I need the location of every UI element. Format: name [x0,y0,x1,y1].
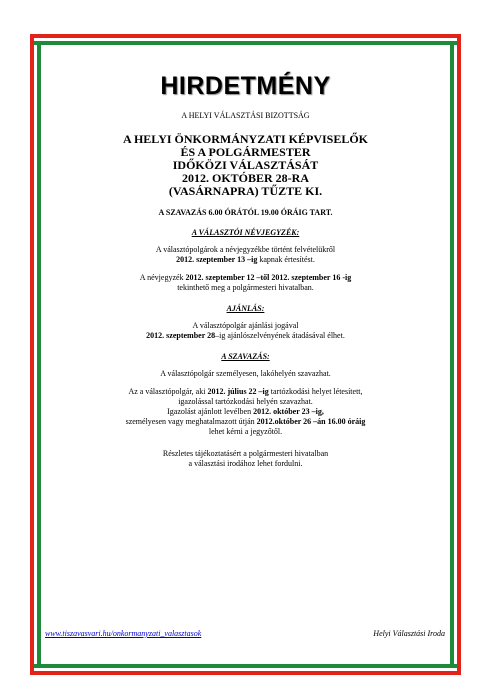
nomination-date: 2012. szeptember 28 [146,331,216,340]
register-p2-line1 [44,273,447,283]
register-p1-line1: A választópolgárok a névjegyzékbe történt felvételükről [155,245,336,254]
voting-p2-line2: igazolással tartózkodási helyén szavazhat. [178,397,313,406]
register-paragraph-2 [44,273,447,293]
nomination-line1: A választópolgár ajánlási jogával [192,321,299,330]
nomination-rest: –ig ajánlószelvényének átadásával élhet. [215,331,345,340]
nomination-line2 [44,331,447,341]
border-red-right [457,34,461,675]
voting-heading: A SZAVAZÁS: [221,352,270,361]
page-title: HIRDETMÉNY [160,72,331,100]
register-p2-dates: 2012. szeptember 12 –től 2012. szeptember 16 -ig [185,273,352,282]
voting-hours: A SZAVAZÁS 6.00 ÓRÁTÓL 19.00 ÓRÁIG TART. [158,208,333,217]
border-green-right [450,41,454,668]
voting-p2-l3-text: Igazolást ajánlott levélben [167,407,254,416]
border-green-top [30,41,461,45]
office-name: Helyi Választási Iroda [373,629,445,638]
register-p1-date: 2012. szeptember 13 –ig [176,255,258,264]
voting-p2-prefix: Az a választópolgár, aki [128,387,208,396]
voting-p2-l4-text: személyesen vagy meghatalmazott útján [125,417,257,426]
register-paragraph-1 [44,245,447,265]
voting-p2-l3-date: 2012. október 23 –ig, [253,407,324,416]
voting-p2-line5: lehet kérni a jegyzőtől. [208,427,283,436]
info-paragraph [44,449,447,469]
register-p2-prefix: A névjegyzék [139,273,186,282]
headline [44,133,447,198]
headline-line: A HELYI ÖNKORMÁNYZATI KÉPVISELŐK [122,132,369,146]
register-p1-rest: kapnak értesítést. [257,255,315,264]
border-red-top [30,34,461,38]
register-p1-line2 [44,255,447,265]
register-heading: A VÁLASZTÓI NÉVJEGYZÉK: [191,228,300,237]
border-red-bottom [30,671,461,675]
nomination-paragraph [44,321,447,341]
website-link[interactable]: www.tiszavasvari.hu/onkormanyzati_valasztasok [45,629,202,638]
voting-p2-line1 [44,387,447,397]
headline-line: ÉS A POLGÁRMESTER [180,145,311,159]
border-green-left [37,41,41,668]
voting-paragraph-2 [44,387,447,437]
voting-p2-line3 [44,407,447,417]
committee-line: A HELYI VÁLASZTÁSI BIZOTTSÁG [181,111,310,120]
register-p2-line2: tekinthető meg a polgármesteri hivatalban. [177,283,314,292]
voting-p2-suffix: tartózkodási helyet létesített, [268,387,363,396]
headline-line: IDŐKÖZI VÁLASZTÁSÁT [172,158,319,172]
nomination-heading: AJÁNLÁS: [226,304,265,313]
voting-p2-l4-date: 2012.október 26 –án 16.00 óráig [256,417,366,426]
headline-line: 2012. OKTÓBER 28-RA [181,171,309,185]
voting-p2-date: 2012. július 22 –ig [207,387,269,396]
voting-p2-line4 [44,417,447,427]
headline-line: (VASÁRNAPRA) TŰZTE KI. [168,184,323,198]
border-green-bottom [30,664,461,668]
notice-body [44,60,447,469]
info-line1: Részletes tájékoztatásért a polgármesteri hivatalban [162,449,329,458]
border-red-left [30,34,34,675]
info-line2: a választási irodához lehet fordulni. [188,459,303,468]
voting-paragraph-1: A választópolgár személyesen, lakóhelyén szavazhat. [160,369,331,378]
footer [45,629,445,638]
